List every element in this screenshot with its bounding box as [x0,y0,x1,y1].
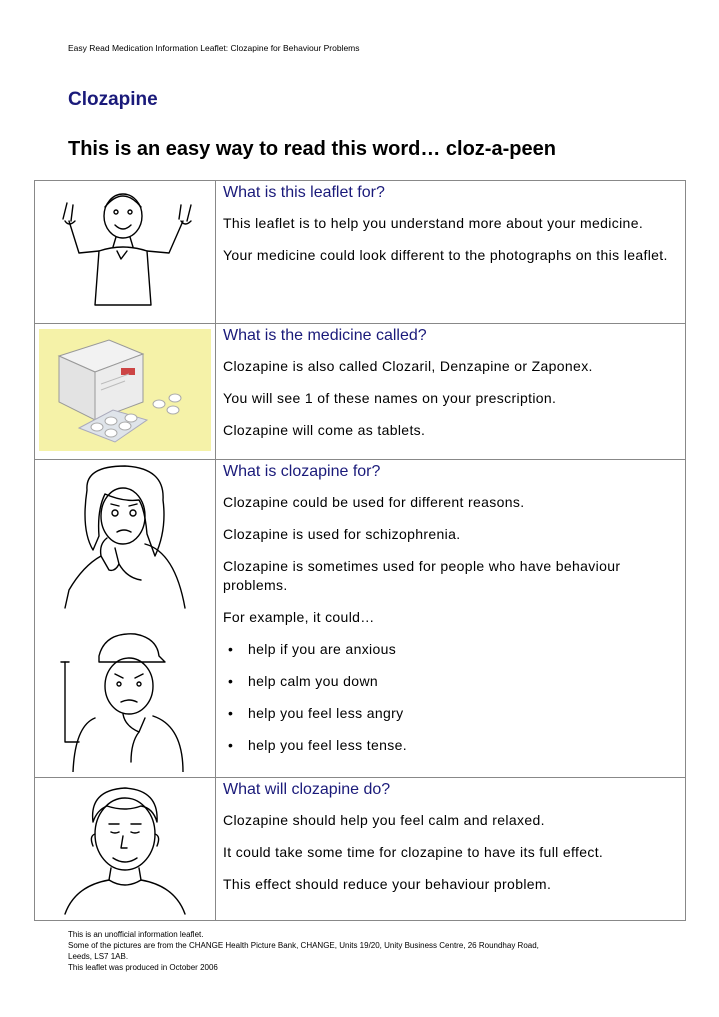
paragraph: Clozapine should help you feel calm and relaxed. [223,812,545,828]
pronunciation-subtitle: This is an easy way to read this word… cloz-a-peen [68,138,556,160]
paragraph: Clozapine could be used for different reasons. [223,494,525,510]
page-title: Clozapine [68,89,158,110]
paragraph: Your medicine could look different to the photographs on this leaflet. [223,247,668,263]
table-row [35,324,686,460]
tablet-box-photo [35,324,215,456]
table-row [35,181,686,324]
paragraph: This leaflet is to help you understand more about your medicine. [223,215,644,231]
section-heading: What is clozapine for? [223,463,381,480]
paragraph: This effect should reduce your behaviour problem. [223,876,552,892]
paragraph: You will see 1 of these names on your prescription. [223,390,557,406]
section-heading: What will clozapine do? [223,781,391,798]
list-item: • help if you are anxious [223,640,679,659]
list-item: • help you feel less tense. [223,736,679,755]
paragraph: Clozapine will come as tablets. [223,422,426,438]
picture-cell [35,181,216,324]
table-row [35,460,686,778]
paragraph: Clozapine is sometimes used for people who have behaviour problems. [223,558,621,593]
table-row [35,778,686,921]
paragraph: For example, it could… [223,609,375,625]
paragraph: Clozapine is used for schizophrenia. [223,526,461,542]
picture-cell [35,778,216,921]
section-leaflet-purpose [216,181,686,324]
picture-cell [35,460,216,778]
section-clozapine-effect [216,778,686,921]
leaflet-table [34,180,686,921]
footer-line: Some of the pictures are from the CHANGE Health Picture Bank, CHANGE, Units 19/20, Unity Business Centre, 26 Roundhay Road, [68,941,539,950]
footer-line: This leaflet was produced in October 2006 [68,963,218,972]
person-cheering-icon [35,181,215,321]
list-item: • help calm you down [223,672,679,691]
footer-line: Leeds, LS7 1AB. [68,952,129,961]
calm-person-icon [35,778,215,918]
worried-person-icon [35,460,215,610]
bullet-list [223,640,679,755]
section-medicine-name [216,324,686,460]
paragraph: It could take some time for clozapine to have its full effect. [223,844,604,860]
page-footer [68,929,658,973]
picture-cell [35,324,216,460]
list-item: • help you feel less angry [223,704,679,723]
footer-line: This is an unofficial information leaflet. [68,930,204,939]
page-header: Easy Read Medication Information Leaflet: Clozapine for Behaviour Problems [68,43,360,53]
section-clozapine-purpose [216,460,686,778]
section-heading: What is this leaflet for? [223,184,385,201]
person-in-wheelchair-icon [35,622,215,772]
paragraph: Clozapine is also called Clozaril, Denzapine or Zaponex. [223,358,593,374]
section-heading: What is the medicine called? [223,327,427,344]
